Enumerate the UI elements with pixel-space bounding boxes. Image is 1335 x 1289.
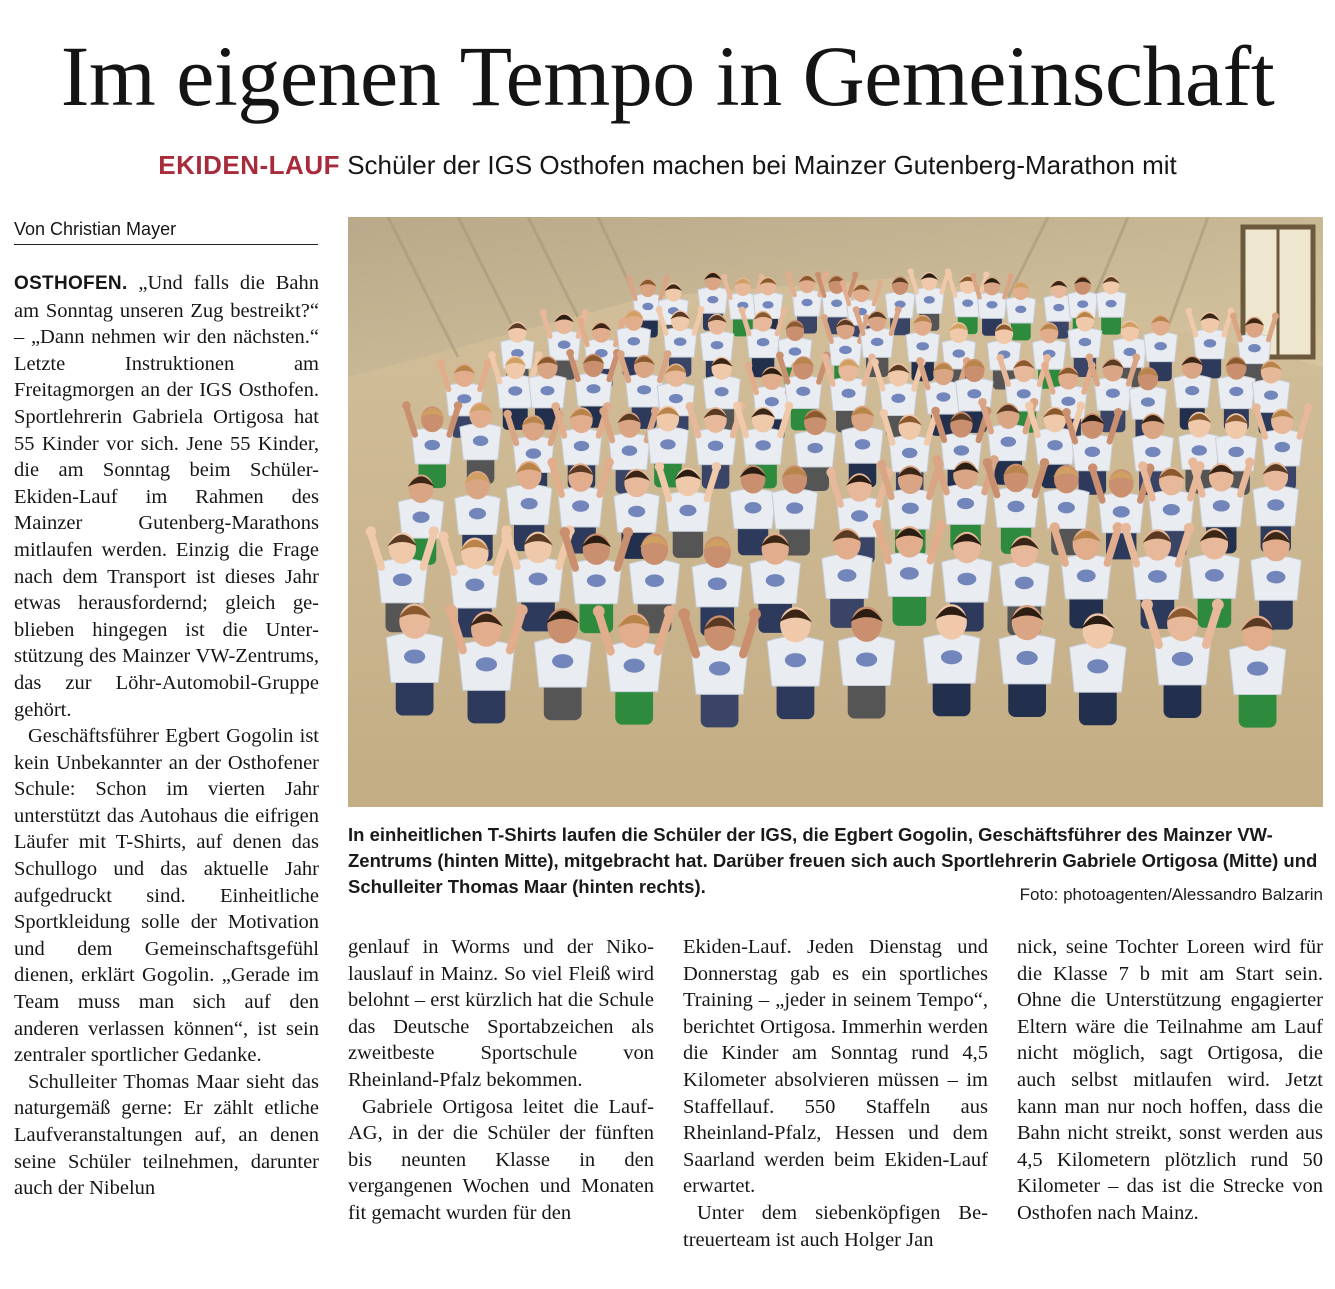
group-photo-illustration xyxy=(348,217,1323,807)
photo-credit: Foto: photoagenten/Alessandro Balzarin xyxy=(1019,885,1323,904)
byline: Von Christian Mayer xyxy=(14,218,318,245)
article-column-1 xyxy=(14,270,319,1202)
paragraph-6: Ekiden-Lauf. Jeden Dienstag und Donnerstag gab es ein sportliches Training – „jeder in seinem Tempo“, berichtet Ortigosa. Immerhin werden die Kinder am Sonntag rund 4,5 Kilometer absolvieren müssen – im Staffellauf. 550 Staffeln aus Rheinland-Pfalz, Hessen und dem Saarland werden beim Ekiden-Lauf erwartet. xyxy=(683,936,988,1198)
paragraph-1-text: „Und falls die Bahn am Sonntag unseren Zug bestreikt?“ – „Dann nehmen wir den nächsten.“ Letzte Instruktionen am Freitagmorgen an der IGS Osthofen. Sportlehrerin Gabriela Ortigosa hat 55 Kinder vor sich. Jene 55 Kinder, die am Sonntag beim Schüler-Ekiden-Lauf im Rahmen des Mainzer Gutenberg-Marathons mitlaufen werden. Einzig die Frage nach dem Transport ist dieses Jahr etwas herausfordernd; gleich geblieben hingegen ist die Unterstützung des Mainzer VW-Zentrums, das zur Löhr-Automobil-Gruppe gehört. xyxy=(14,272,319,721)
paragraph-2: Geschäftsführer Egbert Gogolin ist kein Unbekannter an der Osthofener Schule: Schon im vierten Jahr unterstützt das Autohaus die eifrigen Läufer mit T-Shirts, auf denen das Schullogo und das aktuelle Jahr aufgedruckt sind. Einheitliche Sportkleidung solle der Motivation und dem Gemeinschaftsgefühl dienen, erklärt Gogolin. „Gerade im Team muss man sich auf den anderen verlassen können“, ist sein zentraler sportlicher Gedanke. xyxy=(14,725,319,1067)
paragraph-5: Gabriele Ortigosa leitet die Lauf-AG, in der die Schüler der fünften bis neunten Klasse in den vergangenen Wochen und Monaten fit gemacht wurden für den xyxy=(348,1095,654,1224)
subheadline: Schüler der IGS Osthofen machen bei Mainzer Gutenberg-Marathon mit xyxy=(347,150,1177,180)
paragraph-3: Schulleiter Thomas Maar sieht das naturgemäß gerne: Er zählt etliche Laufveranstaltungen auf, an denen seine Schüler teilnehmen, darunter auch der Nibelun xyxy=(14,1070,319,1200)
paragraph-8: nick, seine Tochter Loreen wird für die Klasse 7 b mit am Start sein. Ohne die Unterstützung engagierter Eltern wäre die Teilnahme am Lauf nicht möglich, sagt Ortigosa, die auch selbst mitlaufen wird. Jetzt kann man nur noch hoffen, dass die Bahn nicht streikt, sonst werden aus 4,5 Kilometern plötzlich rund 50 Kilometer – das ist die Strecke von Osthofen nach Mainz. xyxy=(1017,936,1323,1224)
headline: Im eigenen Tempo in Gemeinschaft xyxy=(60,28,1275,124)
article-column-2 xyxy=(348,934,654,1227)
group-photo xyxy=(348,217,1323,807)
article-column-4 xyxy=(1017,934,1323,1227)
paragraph-4: genlauf in Worms und der Nikolauslauf in Mainz. So viel Fleiß wird belohnt – erst kürzlich hat die Schule das Deutsche Sportabzeichen als zweitbeste Sportschule von Rheinland-Pfalz bekommen. xyxy=(348,936,654,1091)
dateline: OSTHOFEN. xyxy=(14,273,128,294)
paragraph-7: Unter dem siebenköpfigen Betreuerteam ist auch Holger Jan xyxy=(683,1201,988,1251)
paragraph-1 xyxy=(14,270,319,723)
kicker: EKIDEN-LAUF xyxy=(158,150,340,180)
photo-caption: In einheitlichen T-Shirts laufen die Schüler der IGS, die Egbert Gogolin, Geschäftsführer des Mainzer VW-Zentrums (hinten Mitte), mitgebracht hat. Darüber freuen sich auch Sportlehrerin Gabriele Ortigosa (Mitte) und Schulleiter Thomas Maar (hinten rechts). xyxy=(348,824,1318,897)
article-column-3 xyxy=(683,934,988,1253)
subheadline-row xyxy=(0,150,1335,180)
